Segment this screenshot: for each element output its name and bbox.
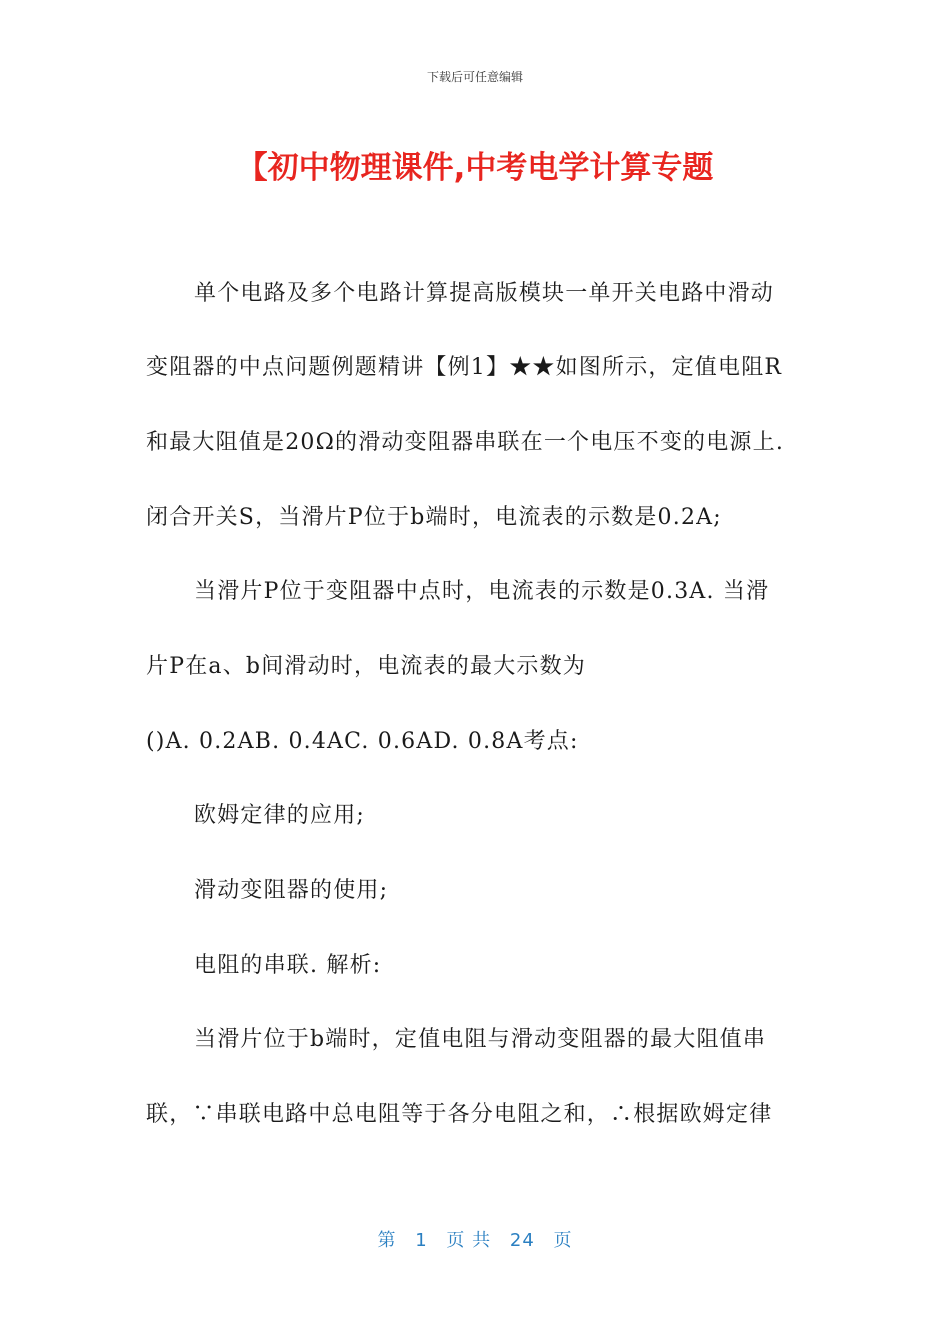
document-title: 【初中物理课件,中考电学计算专题 <box>236 150 714 186</box>
body-line: 片P在a、b间滑动时，电流表的最大示数为 <box>146 654 587 679</box>
body-line: 欧姆定律的应用; <box>194 803 366 828</box>
header-note: 下载后可任意编辑 <box>426 70 523 84</box>
body-line: 电阻的串联. 解析: <box>194 953 382 978</box>
body-line: 当滑片P位于变阻器中点时，电流表的示数是0.3A. 当滑 <box>194 579 770 604</box>
page-label-mid: 页 共 <box>446 1230 492 1251</box>
total-pages: 24 <box>509 1230 535 1251</box>
page-footer <box>0 1226 950 1252</box>
page-number: 1 <box>415 1230 428 1251</box>
body-line: 和最大阻值是20Ω的滑动变阻器串联在一个电压不变的电源上. <box>146 430 785 455</box>
body-line: 联，∵串联电路中总电阻等于各分电阻之和，∴根据欧姆定律 <box>146 1102 773 1127</box>
body-line: 滑动变阻器的使用; <box>194 878 389 903</box>
page-label-prefix: 第 <box>377 1230 397 1251</box>
body-line: 单个电路及多个电路计算提高版模块一单开关电路中滑动 <box>194 281 775 306</box>
body-line: 闭合开关S，当滑片P位于b端时，电流表的示数是0.2A; <box>146 505 722 530</box>
page-label-suffix: 页 <box>553 1230 573 1251</box>
body-line: 变阻器的中点问题例题精讲【例1】★★如图所示，定值电阻R <box>146 355 783 380</box>
body-line: ()A. 0.2AB. 0.4AC. 0.6AD. 0.8A考点: <box>146 729 579 754</box>
body-line: 当滑片位于b端时，定值电阻与滑动变阻器的最大阻值串 <box>194 1027 767 1052</box>
